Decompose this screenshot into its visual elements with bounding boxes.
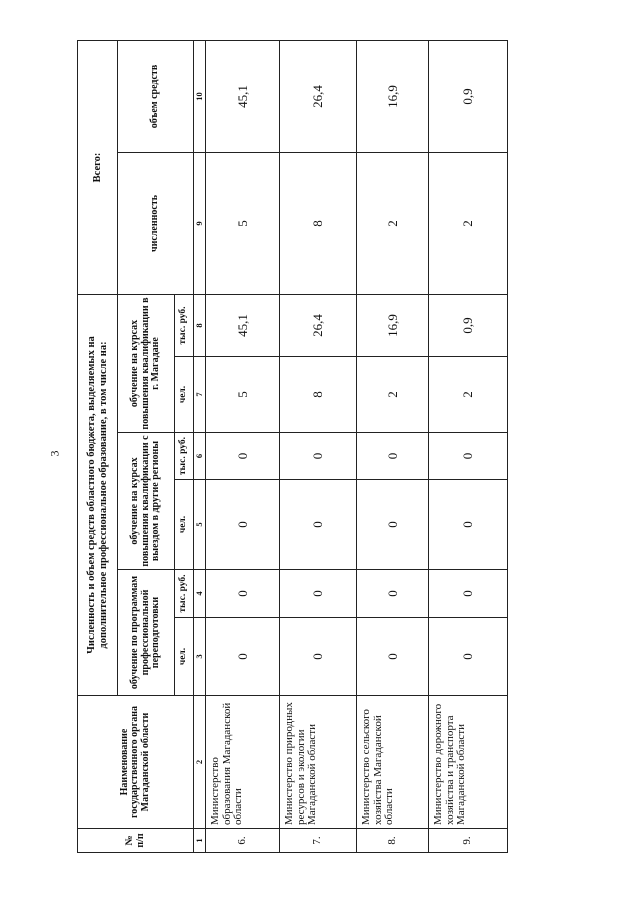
value-cell: 2 xyxy=(357,357,429,433)
column-number: 5 xyxy=(194,480,206,570)
unit-cell: тыс. руб. xyxy=(175,433,194,480)
table-row xyxy=(280,40,357,852)
value-cell: 0 xyxy=(206,433,280,480)
header-num: № п/п xyxy=(78,829,194,853)
header-group-courses-other-regions: обучение на курсах повышения квалификации с выездом в другие регионы xyxy=(118,433,175,570)
organ-name: Министерство природных ресурсов и экологии Магаданской области xyxy=(280,696,357,829)
value-cell: 2 xyxy=(429,152,508,294)
value-cell: 0 xyxy=(429,433,508,480)
header-name: Наименование государственного органа Магаданской области xyxy=(78,696,194,829)
column-number: 3 xyxy=(194,618,206,696)
unit-cell: тыс. руб. xyxy=(175,570,194,618)
column-number: 9 xyxy=(194,152,206,294)
page-number: 3 xyxy=(47,450,62,457)
header-total-amount: объем средств xyxy=(118,40,194,152)
value-cell: 26,4 xyxy=(280,40,357,152)
header-group-courses-magadan: обучение на курсах повышения квалификации в г. Магадане xyxy=(118,294,175,432)
value-cell: 0 xyxy=(357,618,429,696)
value-cell: 0 xyxy=(429,480,508,570)
value-cell: 8 xyxy=(280,152,357,294)
value-cell: 0 xyxy=(280,618,357,696)
organ-name: Министерство образования Магаданской области xyxy=(206,696,280,829)
column-number: 10 xyxy=(194,40,206,152)
value-cell: 0 xyxy=(206,570,280,618)
value-cell: 0 xyxy=(429,618,508,696)
value-cell: 16,9 xyxy=(357,40,429,152)
value-cell: 0 xyxy=(357,480,429,570)
row-number: 8. xyxy=(357,829,429,853)
unit-cell: чел. xyxy=(175,618,194,696)
row-number: 9. xyxy=(429,829,508,853)
value-cell: 8 xyxy=(280,357,357,433)
organ-name: Министерство дорожного хозяйства и транспорта Магаданской области xyxy=(429,696,508,829)
table-row xyxy=(206,40,280,852)
value-cell: 0,9 xyxy=(429,40,508,152)
training-table xyxy=(77,40,508,853)
value-cell: 0 xyxy=(280,570,357,618)
header-main: Численность и объем средств областного бюджета, выделяемых на дополнительное профессиональное образование, в том числе на: xyxy=(78,294,118,695)
unit-cell: чел. xyxy=(175,480,194,570)
column-number: 4 xyxy=(194,570,206,618)
table-row xyxy=(357,40,429,852)
header-total: Всего: xyxy=(78,40,118,294)
value-cell: 0 xyxy=(429,570,508,618)
value-cell: 0 xyxy=(280,433,357,480)
value-cell: 5 xyxy=(206,357,280,433)
organ-name: Министерство сельского хозяйства Магаданской области xyxy=(357,696,429,829)
value-cell: 26,4 xyxy=(280,294,357,356)
column-number: 1 xyxy=(194,829,206,853)
value-cell: 45,1 xyxy=(206,40,280,152)
rotated-table-wrapper xyxy=(77,41,507,853)
value-cell: 45,1 xyxy=(206,294,280,356)
header-group-retraining: обучение по программам профессиональной переподготовки xyxy=(118,570,175,696)
value-cell: 0,9 xyxy=(429,294,508,356)
value-cell: 5 xyxy=(206,152,280,294)
table-row xyxy=(429,40,508,852)
unit-cell: чел. xyxy=(175,357,194,433)
unit-cell: тыс. руб. xyxy=(175,294,194,356)
column-number: 8 xyxy=(194,294,206,356)
value-cell: 0 xyxy=(280,480,357,570)
value-cell: 2 xyxy=(357,152,429,294)
row-number: 7. xyxy=(280,829,357,853)
column-number: 6 xyxy=(194,433,206,480)
row-number: 6. xyxy=(206,829,280,853)
value-cell: 0 xyxy=(206,618,280,696)
column-number: 7 xyxy=(194,357,206,433)
value-cell: 0 xyxy=(357,433,429,480)
value-cell: 2 xyxy=(429,357,508,433)
value-cell: 16,9 xyxy=(357,294,429,356)
value-cell: 0 xyxy=(357,570,429,618)
column-number: 2 xyxy=(194,696,206,829)
header-total-count: численность xyxy=(118,152,194,294)
value-cell: 0 xyxy=(206,480,280,570)
